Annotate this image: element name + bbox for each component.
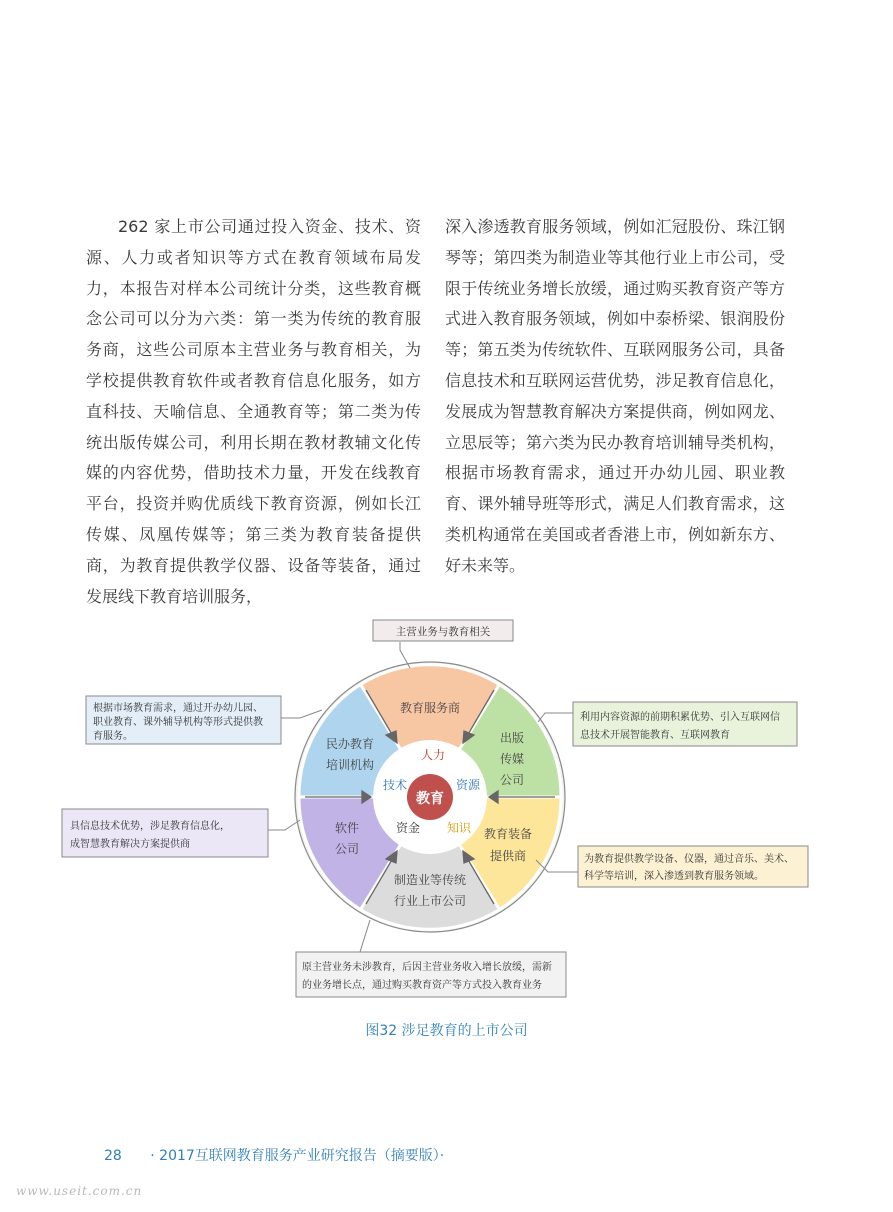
listed-companies-diagram <box>0 615 893 1025</box>
callout-top-text: 主营业务与教育相关 <box>395 626 491 638</box>
resource-capital: 资金 <box>395 821 421 835</box>
page-number: 28 <box>104 1148 122 1164</box>
label-private-1: 民办教育 <box>325 737 375 751</box>
label-publishing-3: 公司 <box>499 773 525 787</box>
resource-human: 人力 <box>420 748 446 762</box>
label-private-2: 培训机构 <box>325 758 375 772</box>
center-label: 教育 <box>416 791 444 807</box>
watermark: www.useit.com.cn <box>16 1184 143 1198</box>
resource-resource: 资源 <box>455 778 481 792</box>
callout-left-bottom-line2: 成智慧教育解决方案提供商 <box>70 839 190 850</box>
label-manufacturing-1: 制造业等传统 <box>393 873 467 887</box>
label-publishing-2: 传媒 <box>499 752 525 766</box>
label-software-2: 公司 <box>334 842 360 856</box>
report-title: · 2017互联网教育服务产业研究报告（摘要版）· <box>150 1148 445 1164</box>
callout-left-top-line2: 职业教育、课外辅导机构等形式提供教 <box>93 717 263 728</box>
body-text-right <box>445 212 785 582</box>
label-publishing-1: 出版 <box>499 731 525 745</box>
figure-caption: 图32 涉足教育的上市公司 <box>365 1023 528 1039</box>
callout-left-top-line1: 根据市场教育需求，通过开办幼儿园、 <box>93 703 263 714</box>
page-footer <box>104 1145 444 1165</box>
callout-right-bottom-line1: 为教育提供教学设备、仪器，通过音乐、美术、 <box>584 854 794 865</box>
label-edu-service: 教育服务商 <box>399 701 461 715</box>
callout-right-top-line2: 息技术开展智能教育、互联网教育 <box>580 730 730 741</box>
body-text-left <box>86 212 421 612</box>
resource-tech: 技术 <box>382 778 408 792</box>
right-paragraph: 深入渗透教育服务领域，例如汇冠股份、珠江钢琴等；第四类为制造业等其他行业上市公司，受限于传统业务增长放缓，通过购买教育资产等方式进入教育服务领域，例如中泰桥梁、银润股份等；第五类为传统软件、互联网服务公司，具备信息技术和互联网运营优势，涉足教育信息化，发展成为智慧教育解决方案提供商，例如网龙、立思辰等；第六类为民办教育培训辅导类机构，根据市场教育需求，通过开办幼儿园、职业教育、课外辅导班等形式，满足人们教育需求，这类机构通常在美国或者香港上市，例如新东方、好未来等。 <box>445 217 785 575</box>
resource-knowledge: 知识 <box>446 821 472 835</box>
callout-right-top-line1: 利用内容资源的前期积累优势、引入互联网信 <box>580 712 780 723</box>
label-equipment-2: 提供商 <box>489 849 527 863</box>
left-paragraph: 262 家上市公司通过投入资金、技术、资源、人力或者知识等方式在教育领域布局发力，本报告对样本公司统计分类，这些教育概念公司可以分为六类：第一类为传统的教育服务商，这些公司原本主营业务与教育相关，为学校提供教育软件或者教育信息化服务，如方直科技、天喻信息、全通教育等；第二类为传统出版传媒公司，利用长期在教材教辅文化传媒的内容优势，借助技术力量，开发在线教育平台，投资并购优质线下教育资源，例如长江传媒、凤凰传媒等；第三类为教育装备提供商，为教育提供教学仪器、设备等装备，通过发展线下教育培训服务， <box>86 217 421 606</box>
callout-bottom-line2: 的业务增长点，通过购买教育资产等方式投入教育业务 <box>302 980 542 991</box>
callout-bottom-line1: 原主营业务未涉教育，后因主营业务收入增长放缓，需新 <box>302 962 552 973</box>
label-equipment-1: 教育装备 <box>483 827 533 841</box>
label-software-1: 软件 <box>334 821 360 835</box>
callout-right-bottom-line2: 科学等培训，深入渗透到教育服务领域。 <box>584 871 764 882</box>
label-manufacturing-2: 行业上市公司 <box>393 894 467 908</box>
callout-left-top-line3: 育服务。 <box>93 731 133 742</box>
callout-left-bottom-line1: 具信息技术优势，涉足教育信息化， <box>70 821 230 832</box>
